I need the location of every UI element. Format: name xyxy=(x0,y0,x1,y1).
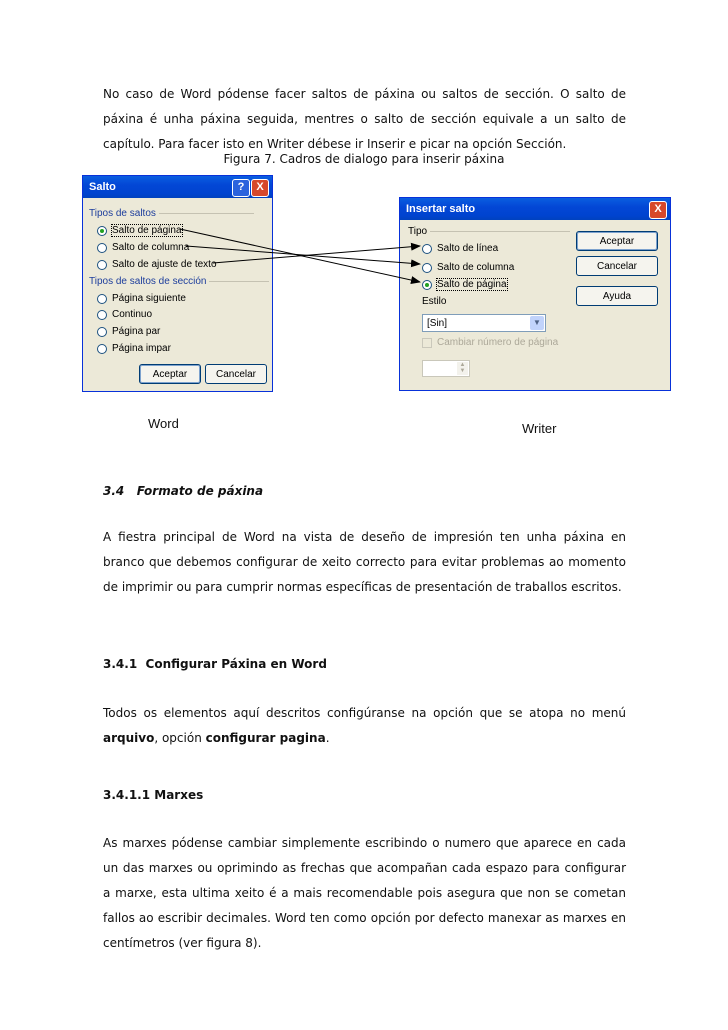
word-dialog-title: Salto xyxy=(89,181,116,193)
radio-line-break[interactable]: Salto de línea xyxy=(422,243,498,254)
radio-text-wrap-break[interactable]: Salto de ajuste de texto xyxy=(97,259,217,270)
writer-ok-button[interactable]: Aceptar xyxy=(576,231,658,251)
close-icon[interactable]: X xyxy=(251,179,269,197)
radio-page-break[interactable]: Salto de página xyxy=(422,279,507,290)
radio-next-page[interactable]: Página siguiente xyxy=(97,293,186,304)
spinner-arrows-icon: ▲ ▼ xyxy=(457,362,468,375)
radio-page-break[interactable]: Salto de página xyxy=(97,225,182,236)
group-breaks-label: Tipos de saltos xyxy=(89,208,254,219)
radio-continuous[interactable]: Continuo xyxy=(97,309,152,320)
heading-3-4-1-1: 3.4.1.1 Marxes xyxy=(103,788,204,802)
group-type-label: Tipo xyxy=(408,226,570,237)
arrow-line-break xyxy=(213,246,420,263)
close-icon[interactable]: X xyxy=(649,201,667,219)
paragraph-marxes: As marxes pódense cambiar simplemente escribindo o numero que aparece en cada un das marxes ou oprimindo as frechas que acompañan cada espazo para configurar a marxe, esta ultima xeito é a mais recomendable pois asegura que non se cometan fallos ao escribir decimales. Word ten como opción por defecto manexar as marxes en centímetros (ver figura 8). xyxy=(103,836,626,950)
writer-dialog-title: Insertar salto xyxy=(406,203,476,215)
style-label: Estilo xyxy=(422,296,447,307)
radio-column-break[interactable]: Salto de columna xyxy=(97,242,189,253)
heading-3-4-1: 3.4.1 Configurar Páxina en Word xyxy=(103,657,327,671)
figure-caption: Figura 7. Cadros de dialogo para inserir páxina xyxy=(223,152,505,166)
intro-paragraph: No caso de Word pódense facer saltos de páxina ou saltos de sección. O salto de páxina é unha páxina seguida, mentres o salto de sección equivale a un salto de capítulo. Para facer isto en Writer débese ir Inserir e picar na opción Sección. xyxy=(103,87,626,151)
change-page-number-checkbox[interactable]: Cambiar número de página xyxy=(422,337,558,348)
radio-column-break[interactable]: Salto de columna xyxy=(422,262,514,273)
heading-3-4: 3.4 Formato de páxina xyxy=(103,484,264,498)
writer-help-button[interactable]: Ayuda xyxy=(576,286,658,306)
radio-odd-page[interactable]: Página impar xyxy=(97,343,171,354)
word-ok-button[interactable]: Aceptar xyxy=(139,364,201,384)
chevron-down-icon: ▼ xyxy=(530,316,544,330)
radio-even-page[interactable]: Página par xyxy=(97,326,160,337)
word-cancel-button[interactable]: Cancelar xyxy=(205,364,267,384)
group-section-label: Tipos de saltos de sección xyxy=(89,276,269,287)
bold-configurar-pagina: configurar pagina xyxy=(205,731,326,745)
paragraph-3-4: A fiestra principal de Word na vista de deseño de impresión ten unha páxina en branco que debemos configurar de xeito correcto para evitar problemas ao momento de imprimir ou para cumprir normas específicas de presentación de traballos escritos. xyxy=(103,530,626,594)
label-word: Word xyxy=(148,416,179,431)
writer-cancel-button[interactable]: Cancelar xyxy=(576,256,658,276)
style-dropdown[interactable]: [Sin] ▼ xyxy=(422,314,546,332)
bold-arquivo: arquivo xyxy=(103,731,155,745)
paragraph-3-4-1: Todos os elementos aquí descritos configúranse na opción que se atopa no menú arquivo, opción configurar pagina. xyxy=(103,706,626,745)
help-icon[interactable]: ? xyxy=(232,179,250,197)
label-writer: Writer xyxy=(522,421,557,436)
